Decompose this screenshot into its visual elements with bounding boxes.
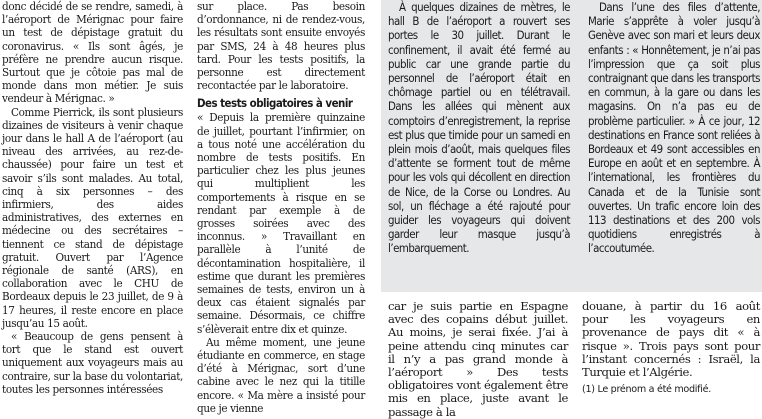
paragraph: À quelques dizaines de mètres, le hall B de l’aéroport a rouvert ses portes le 30 juillet. Durant le confinement, il avait été fermé au public car une grande partie du personnel de l’aéroport était en chômage partiel ou en télétravail. Dans les allées qui mènent aux comptoirs d’enregistrement, la reprise est plus que timide pour un samedi en plein mois d’août, mais quelques files d’attente se forment tout de même pour les vols qui décollent en direction de Nice, de la Corse ou Londres. Au sol, un fléchage a été rajouté pour guider les voyageurs qui doivent garder leur masque jusqu’à l’embarquement. bbox=[388, 0, 570, 256]
paragraph: car je suis partie en Espagne avec des copains début juillet. Au moins, je serai fixée. J’ai à peine attendu cinq minutes car il n’y a pas grand monde à l’aéroport » Des tests obligatoires vont également être mis en place, juste avant le passage à la bbox=[388, 299, 568, 419]
paragraph: sur place. Pas besoin d’ordonnance, ni de rendez-vous, les résultats sont ensuite envoyés par SMS, 24 à 48 heures plus tard. Pour les tests positifs, la personne est directement recontactée par le laboratoire. bbox=[197, 0, 365, 93]
paragraph: donc décidé de se rendre, samedi, à l’aéroport de Mérignac pour faire un test de dépistage gratuit du coronavirus. « Ils sont âgés, je préfère ne prendre aucun risque. Surtout que je côtoie pas mal de monde dans mon métier. Je suis vendeur à Mérignac. » bbox=[2, 0, 183, 106]
paragraph: Comme Pierrick, ils sont plusieurs dizaines de visiteurs à venir chaque jour dans le hall A de l’aéroport (au niveau des arrivées, au rez-de-chaussée) pour faire un test et savoir s’ils sont malades. Au total, cinq à six personnes – des infirmiers, des aides administratives, des externes en médecine ou des secrétaires – tiennent ce stand de dépistage gratuit. Ouvert par l’Agence régionale de santé (ARS), en collaboration avec le CHU de Bordeaux depuis le 23 juillet, de 9 à 17 heures, il reste encore en place jusqu’au 15 août. bbox=[2, 104, 183, 330]
paragraph: Dans l’une des files d’attente, Marie s’apprête à voler jusqu’à Genève avec son mari et leurs deux enfants : « Honnêtement, je n’ai pas l’impression que ça soit plus contraignant que dans les transports en commun, à la gare ou dans les magasins. On n’a pas eu de problème particulier. » À ce jour, 12 destinations en France sont reliées à Bordeaux et 49 sont accessibles en Europe en août et en septembre. À l’international, les frontières du Canada et de la Tunisie sont ouvertes. Un trafic encore loin des 113 destinations et des 200 vols quotidiens enregistrés à l’accoutumée. bbox=[588, 0, 760, 256]
paragraph: Au même moment, une jeune étudiante en commerce, en stage d’été à Mérignac, sort d’une cabine avec le nez qui la titille encore. « Ma mère a insisté pour que je vienne bbox=[197, 334, 365, 415]
sidebar-column-2 bbox=[588, 0, 760, 256]
sidebar-column-1 bbox=[388, 0, 570, 256]
article-column-1 bbox=[2, 0, 183, 396]
paragraph: « Beaucoup de gens pensent à tort que le stand est ouvert uniquement aux voyageurs mais au contraire, sur la base du volontariat, toutes les personnes intéressées bbox=[2, 329, 183, 396]
footnote: (1) Le prénom a été modifié. bbox=[582, 384, 711, 395]
article-column-4-bottom bbox=[582, 300, 760, 379]
article-column-3-bottom bbox=[388, 300, 568, 419]
article-column-2 bbox=[197, 0, 365, 415]
subheading: Des tests obligatoires à venir bbox=[197, 96, 353, 111]
paragraph: douane, à partir du 16 août pour les voyageurs en provenance de pays dit « à risque ». Trois pays sont pour l’instant concernés : Israël, la Turquie et l’Algérie. bbox=[582, 299, 760, 380]
paragraph: « Depuis la première quinzaine de juillet, pourtant l’infirmier, on a tous noté une accélération du nombre de tests positifs. En particulier chez les plus jeunes qui multiplient les comportements à risque en se rendant par exemple à de grosses soirées avec des inconnus. » Travaillant en parallèle à l’unité de décontamination hospitalière, il estime que durant les premières semaines de tests, environ un à deux cas étaient signalés par semaine. Désormais, ce chiffre s’élèverait entre dix et quinze. bbox=[197, 110, 365, 336]
